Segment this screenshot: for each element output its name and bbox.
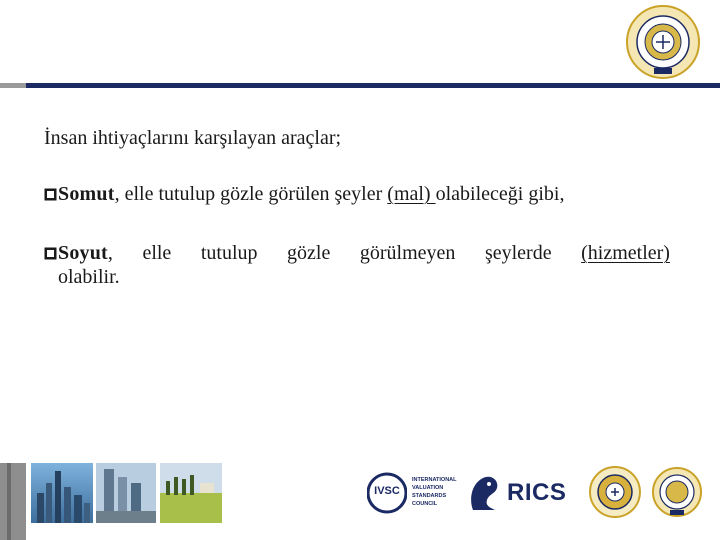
intro-text: İnsan ihtiyaçlarını karşılayan araçlar; (44, 127, 342, 149)
term-somut: Somut (58, 183, 115, 205)
lion-mark-icon (465, 472, 503, 514)
soyut-word: elle (142, 242, 172, 264)
ivsc-logo (367, 470, 459, 516)
rics-label: RICS (507, 479, 567, 506)
city-skyline-photo (31, 463, 93, 523)
soyut-word: tutulup (200, 242, 258, 264)
soyut-word: görülmeyen (359, 242, 456, 264)
gold-seal-logo (589, 464, 641, 520)
soyut-word: gözle (287, 242, 331, 264)
soyut-word: şeylerde (484, 242, 552, 264)
soyut-underlined: (hizmetler) (581, 242, 670, 264)
ivsc-line: COUNCIL (412, 501, 438, 507)
university-seal-logo (625, 4, 701, 80)
ivsc-line: VALUATION (412, 485, 444, 491)
checkbox-bullet-icon (44, 188, 57, 201)
somut-text-after: olabileceği gibi, (435, 183, 565, 205)
countryside-photo (160, 463, 222, 523)
bullet-soyut (44, 241, 670, 289)
university-seal-small-logo (652, 464, 702, 520)
term-soyut: Soyut (58, 242, 108, 264)
checkbox-bullet-icon (44, 247, 57, 260)
ivsc-line: STANDARDS (412, 493, 447, 499)
ivsc-line: INTERNATIONAL (412, 477, 457, 483)
soyut-word: , (107, 242, 113, 264)
header-rule-gray (0, 83, 26, 88)
somut-text-before: , elle tutulup gözle görülen şeyler (114, 183, 388, 205)
somut-underlined: (mal) (387, 183, 436, 205)
bullet-somut (44, 182, 564, 206)
soyut-line2: olabilir. (58, 266, 120, 288)
rics-logo (465, 470, 577, 516)
soyut-lead (44, 241, 113, 265)
ivsc-label: IVSC (374, 485, 400, 497)
towers-photo (96, 463, 156, 523)
footer-side-strip (0, 463, 26, 540)
header-rule-blue (26, 83, 720, 88)
